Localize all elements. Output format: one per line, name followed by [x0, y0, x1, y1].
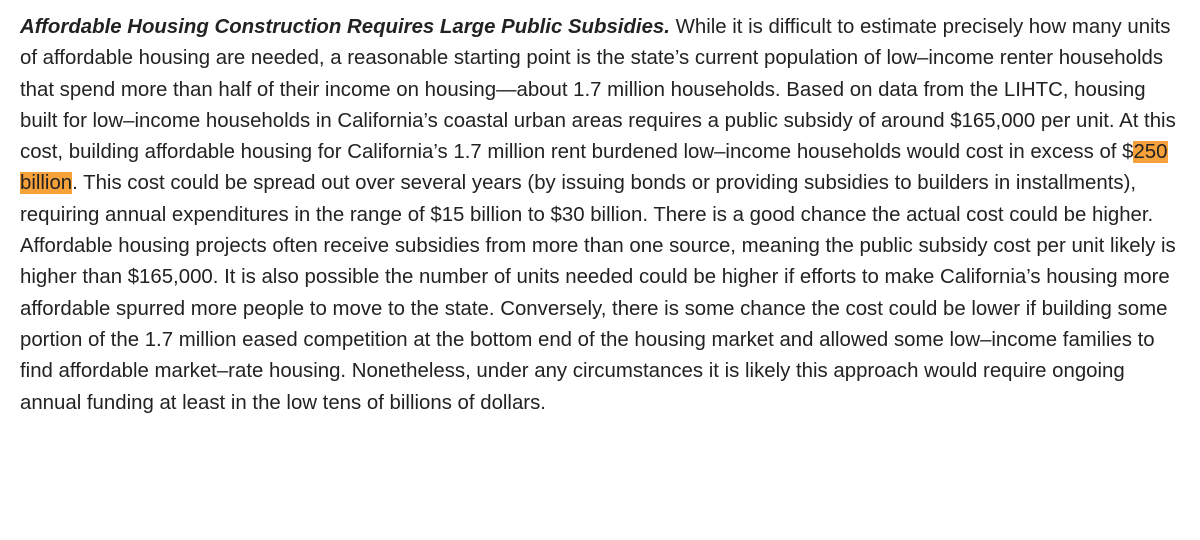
paragraph-heading: Affordable Housing Construction Requires Large Public Subsidies. [20, 16, 670, 38]
article-paragraph [20, 12, 1180, 419]
body-text-before-highlight: While it is difficult to estimate precisely how many units of affordable housing are needed, a reasonable starting point is the state’s current population of low–income renter households that spend more than half of their income on housing—about 1.7 million households. Based on data from the LIHTC, housing built for low–income households in California’s coastal urban areas requires a public subsidy of around $165,000 per unit. At this cost, building affordable housing for California’s 1.7 million rent burdened low–income households would cost in excess of $ [20, 16, 1176, 164]
highlighted-text: 250 billion [20, 141, 1168, 195]
body-text-after-highlight: . This cost could be spread out over several years (by issuing bonds or providing subsidies to builders in installments), requiring annual expenditures in the range of $15 billion to $30 billion. There is a good chance the actual cost could be higher. Affordable housing projects often receive subsidies from more than one source, meaning the public subsidy cost per unit likely is higher than $165,000. It is also possible the number of units needed could be higher if efforts to make California’s housing more affordable spurred more people to move to the state. Conversely, there is some chance the cost could be lower if building some portion of the 1.7 million eased competition at the bottom end of the housing market and allowed some low–income families to find affordable market–rate housing. Nonetheless, under any circumstances it is likely this approach would require ongoing annual funding at least in the low tens of billions of dollars. [20, 172, 1176, 414]
